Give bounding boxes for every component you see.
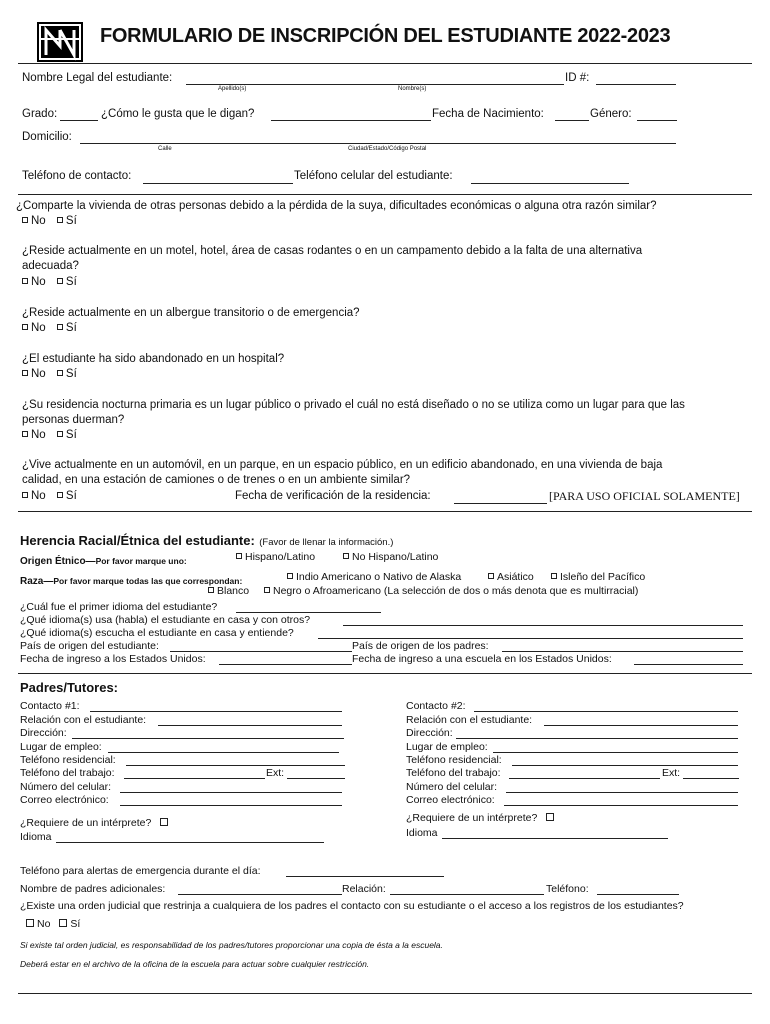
section-divider [18,673,752,674]
c1-interpreter-label: ¿Requiere de un intérprete? [20,817,152,829]
court-order-question: ¿Existe una orden judicial que restrinja a cualquiera de los padres el contacto con su estudiante o el acceso a los registros de los estudiantes? [20,900,684,912]
verification-field[interactable] [454,503,547,504]
c2-language-field[interactable] [442,838,668,839]
address-label: Domicilio: [22,131,72,143]
no-label: No [31,490,46,502]
c2-work-phone-field[interactable] [509,778,660,779]
cell-phone-label: Teléfono celular del estudiante: [294,170,453,182]
heritage-note: (Favor de llenar la información.) [259,537,394,548]
contact-phone-field[interactable] [143,183,293,184]
street-sublabel: Calle [158,146,172,152]
q6-no-checkbox[interactable] [22,490,46,502]
checkbox-icon [57,217,63,223]
question-2-line2: adecuada? [22,260,79,272]
yes-label: Sí [65,368,77,380]
court-yes-label: Sí [70,918,81,930]
c2-address-label: Dirección: [406,727,453,739]
question-6-options [22,490,77,502]
checkbox-icon [488,573,494,579]
parents-title: Padres/Tutores: [20,680,119,695]
question-4: ¿El estudiante ha sido abandonado en un hospital? [22,353,285,365]
court-no-label: No [37,918,51,930]
checkbox-icon [22,217,28,223]
ethnic-hispanic-label: Hispano/Latino [245,551,316,563]
heritage-title: Herencia Racial/Étnica del estudiante: [20,533,255,548]
hear-language-field[interactable] [318,638,743,639]
verification-label: Fecha de verificación de la residencia: [235,490,431,502]
c1-email-label: Correo electrónico: [20,794,109,806]
section-divider [18,194,752,195]
question-3-options [22,322,77,334]
checkbox-icon [57,324,63,330]
race-black-checkbox[interactable] [264,585,638,597]
section-divider [18,511,752,512]
c2-cell-field[interactable] [506,792,738,793]
q3-no-checkbox[interactable] [22,322,46,334]
first-name-sublabel: Nombre(s) [398,86,427,92]
c2-ext-field[interactable] [683,778,739,779]
court-note-1: Si existe tal orden judicial, es responsabilidad de los padres/tutores proporcionar una copia de ésta a la escuela. [20,940,443,950]
race-native-label: Indio Americano o Nativo de Alaska [296,571,462,583]
c2-language-label: Idioma [406,827,438,839]
checkbox-icon [208,587,214,593]
checkbox-icon [57,278,63,284]
grade-label: Grado: [22,108,58,120]
checkbox-icon [22,278,28,284]
contact-phone-label: Teléfono de contacto: [22,170,132,182]
question-4-options [22,368,77,380]
address-field[interactable] [80,143,676,144]
race-asian-checkbox[interactable] [488,571,534,583]
question-2-options [22,276,77,288]
checkbox-icon [22,431,28,437]
us-entry-field[interactable] [219,664,352,665]
checkbox-icon [57,431,63,437]
legal-name-field[interactable] [186,84,564,85]
q3-yes-checkbox[interactable] [57,322,77,334]
no-label: No [31,276,46,288]
c2-email-label: Correo electrónico: [406,794,495,806]
question-1: ¿Comparte la vivienda de otras personas debido a la pérdida de la suya, dificultades económicas o alguna otra razón similar? [16,200,657,212]
question-6-line1: ¿Vive actualmente en un automóvil, en un parque, en un espacio público, en un edificio abandonado, en una vivienda de baja [22,459,663,471]
checkbox-icon [57,492,63,498]
emergency-phone-field[interactable] [286,876,444,877]
gender-label: Género: [590,108,632,120]
court-order-options [26,918,80,930]
no-label: No [31,322,46,334]
ethnic-non-hispanic-checkbox[interactable] [343,551,438,563]
c2-email-field[interactable] [504,805,738,806]
q5-yes-checkbox[interactable] [57,429,77,441]
bottom-divider [18,993,752,994]
id-field[interactable] [596,84,676,85]
question-5-line1: ¿Su residencia nocturna primaria es un lugar público o privado el cuál no está diseñado o no se utiliza como un lugar para que las [22,399,685,411]
additional-phone-field[interactable] [597,894,679,895]
c2-interpreter-label: ¿Requiere de un intérprete? [406,812,538,824]
c1-language-label: Idioma [20,831,52,843]
home-language-field[interactable] [343,625,743,626]
c2-interpreter [406,812,557,824]
first-language-field[interactable] [236,612,381,613]
court-note-2: Deberá estar en el archivo de la oficina de la escuela para actuar sobre cualquier restricción. [20,959,370,969]
ethnic-non-hispanic-label: No Hispano/Latino [352,551,439,563]
checkbox-icon [26,919,34,927]
grade-field[interactable] [60,120,98,121]
checkbox-icon [236,553,242,559]
race-white-label: Blanco [217,585,250,597]
q1-yes-checkbox[interactable] [57,215,77,227]
additional-phone-label: Teléfono: [546,883,589,895]
yes-label: Sí [65,215,77,227]
yes-label: Sí [65,429,77,441]
first-language-label: ¿Cuál fue el primer idioma del estudiante? [20,601,218,613]
emergency-phone-label: Teléfono para alertas de emergencia durante el día: [20,865,261,877]
c2-relation-label: Relación con el estudiante: [406,714,533,726]
c2-home-phone-field[interactable] [512,765,738,766]
gender-field[interactable] [637,120,677,121]
dob-label: Fecha de Nacimiento: [432,108,544,120]
c1-cell-label: Número del celular: [20,781,112,793]
question-2-line1: ¿Reside actualmente en un motel, hotel, área de casas rodantes o en un campamento debido a la falta de una alternativa [22,245,643,257]
c2-employer-field[interactable] [493,752,738,753]
question-5-options [22,429,77,441]
race-pacific-checkbox[interactable] [551,571,645,583]
checkbox-icon [22,370,28,376]
checkbox-icon [57,370,63,376]
c2-contact-label: Contacto #2: [406,700,466,712]
c1-employer-label: Lugar de empleo: [20,741,102,753]
race-black-label: Negro o Afroamericano (La selección de dos o más denota que es multirracial) [273,585,639,597]
race-label: Raza— [20,576,54,587]
c2-cell-label: Número del celular: [406,781,498,793]
dob-field[interactable] [555,120,589,121]
nickname-field[interactable] [271,120,431,121]
heritage-heading [20,532,393,550]
c1-language-field[interactable] [56,842,324,843]
q4-yes-checkbox[interactable] [57,368,77,380]
checkbox-icon [551,573,557,579]
additional-relation-label: Relación: [342,883,386,895]
school-entry-label: Fecha de ingreso a una escuela en los Estados Unidos: [352,653,612,665]
q2-no-checkbox[interactable] [22,276,46,288]
checkbox-icon [22,492,28,498]
c2-work-phone-label: Teléfono del trabajo: [406,767,501,779]
legal-name-label: Nombre Legal del estudiante: [22,72,173,84]
hear-language-label: ¿Qué idioma(s) escucha el estudiante en casa y entiende? [20,627,294,639]
c1-work-phone-field[interactable] [124,778,265,779]
checkbox-icon [287,573,293,579]
no-label: No [31,429,46,441]
parents-origin-field[interactable] [502,651,743,652]
court-no-checkbox[interactable] [26,918,50,930]
q6-yes-checkbox[interactable] [57,490,77,502]
additional-parents-label: Nombre de padres adicionales: [20,883,166,895]
question-1-options [22,215,77,227]
question-5-line2: personas duerman? [22,414,125,426]
ethnic-sub: Por favor marque uno: [95,556,187,566]
c2-relation-field[interactable] [544,725,738,726]
c1-work-phone-label: Teléfono del trabajo: [20,767,115,779]
c1-address-field[interactable] [72,738,344,739]
yes-label: Sí [65,276,77,288]
q1-no-checkbox[interactable] [22,215,46,227]
checkbox-icon [343,553,349,559]
c1-home-phone-field[interactable] [126,765,345,766]
c1-employer-field[interactable] [108,752,339,753]
c1-cell-field[interactable] [120,792,342,793]
student-origin-label: País de origen del estudiante: [20,640,159,652]
court-yes-checkbox[interactable] [59,918,80,930]
parents-origin-label: País de origen de los padres: [352,640,489,652]
c1-interpreter-checkbox[interactable] [160,818,168,826]
c1-email-field[interactable] [120,805,342,806]
question-6-line2: calidad, en una estación de camiones o de trenes o en un ambiente similar? [22,474,411,486]
ethnic-label: Origen Étnico— [20,556,96,567]
title-divider [18,63,752,64]
no-label: No [31,368,46,380]
c2-home-phone-label: Teléfono residencial: [406,754,502,766]
yes-label: Sí [65,322,77,334]
checkbox-icon [22,324,28,330]
ethnic-hispanic-checkbox[interactable] [236,551,315,563]
last-name-sublabel: Apellido(s) [218,86,247,92]
q4-no-checkbox[interactable] [22,368,46,380]
additional-parents-field[interactable] [178,894,342,895]
c2-ext-label: Ext: [662,767,681,779]
c1-contact-field[interactable] [90,711,342,712]
yes-label: Sí [65,490,77,502]
c1-contact-label: Contacto #1: [20,700,80,712]
checkbox-icon [264,587,270,593]
race-sub: Por favor marque todas las que correspondan: [53,576,243,586]
c2-contact-field[interactable] [474,711,738,712]
c2-employer-label: Lugar de empleo: [406,741,488,753]
home-language-label: ¿Qué idioma(s) usa (habla) el estudiante en casa y con otros? [20,614,311,626]
q2-yes-checkbox[interactable] [57,276,77,288]
checkbox-icon [59,919,67,927]
race-pacific-label: Isleño del Pacífico [560,571,646,583]
us-entry-label: Fecha de ingreso a los Estados Unidos: [20,653,206,665]
additional-relation-field[interactable] [390,894,544,895]
cell-phone-field[interactable] [471,183,629,184]
school-logo [37,22,83,62]
race-native-checkbox[interactable] [287,571,461,583]
race-white-checkbox[interactable] [208,585,249,597]
c2-interpreter-checkbox[interactable] [546,813,554,821]
c1-relation-field[interactable] [158,725,342,726]
no-label: No [31,215,46,227]
race-asian-label: Asiático [497,571,534,583]
c1-ext-field[interactable] [287,778,345,779]
school-entry-field[interactable] [634,664,743,665]
page-title: FORMULARIO DE INSCRIPCIÓN DEL ESTUDIANTE 2022-2023 [100,25,671,47]
c1-address-label: Dirección: [20,727,67,739]
c1-interpreter [20,817,171,829]
student-origin-field[interactable] [170,651,352,652]
question-3: ¿Reside actualmente en un albergue transitorio o de emergencia? [22,307,360,319]
c2-address-field[interactable] [456,738,738,739]
c1-ext-label: Ext: [266,767,285,779]
ethnic-row [20,551,187,569]
q5-no-checkbox[interactable] [22,429,46,441]
nickname-label: ¿Cómo le gusta que le digan? [101,108,255,120]
c1-relation-label: Relación con el estudiante: [20,714,147,726]
c1-home-phone-label: Teléfono residencial: [20,754,116,766]
id-label: ID #: [565,72,590,84]
official-use-note: [PARA USO OFICIAL SOLAMENTE] [549,489,740,503]
city-sublabel: Ciudad/Estado/Código Postal [348,146,427,152]
